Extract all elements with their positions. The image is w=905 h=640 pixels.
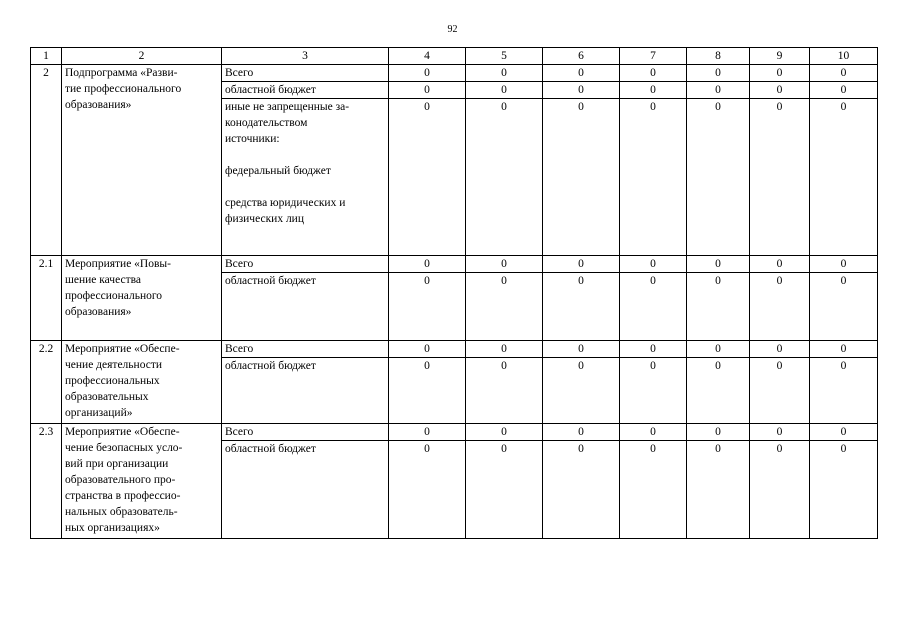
source-label: областной бюджет <box>222 358 389 424</box>
row-code: 2.3 <box>31 424 62 539</box>
value-cell: 0 <box>810 256 878 273</box>
source-label: областной бюджет <box>222 273 389 341</box>
value-cell: 0 <box>389 441 466 539</box>
value-cell: 0 <box>687 256 750 273</box>
value-cell: 0 <box>389 341 466 358</box>
value-cell: 0 <box>687 99 750 256</box>
row-name: Мероприятие «Повы- шение качества профессионального образования» <box>62 256 222 341</box>
value-cell: 0 <box>389 82 466 99</box>
value-cell: 0 <box>620 65 687 82</box>
column-header: 1 <box>31 48 62 65</box>
value-cell: 0 <box>466 273 543 341</box>
column-header: 5 <box>466 48 543 65</box>
value-cell: 0 <box>466 82 543 99</box>
value-cell: 0 <box>543 424 620 441</box>
row-name: Мероприятие «Обеспе- чение безопасных усло- вий при организации образовательного про- странства в профессио- нальных образователь- ных организациях» <box>62 424 222 539</box>
table-row <box>31 424 878 441</box>
value-cell: 0 <box>389 256 466 273</box>
row-code: 2 <box>31 65 62 256</box>
value-cell: 0 <box>543 273 620 341</box>
value-cell: 0 <box>466 65 543 82</box>
value-cell: 0 <box>389 424 466 441</box>
table-row <box>31 341 878 358</box>
value-cell: 0 <box>750 82 810 99</box>
value-cell: 0 <box>687 341 750 358</box>
value-cell: 0 <box>466 256 543 273</box>
value-cell: 0 <box>543 99 620 256</box>
column-header: 10 <box>810 48 878 65</box>
value-cell: 0 <box>810 82 878 99</box>
value-cell: 0 <box>750 256 810 273</box>
value-cell: 0 <box>389 358 466 424</box>
value-cell: 0 <box>810 441 878 539</box>
value-cell: 0 <box>389 65 466 82</box>
value-cell: 0 <box>543 441 620 539</box>
value-cell: 0 <box>810 358 878 424</box>
value-cell: 0 <box>543 65 620 82</box>
table-row <box>31 65 878 82</box>
value-cell: 0 <box>750 273 810 341</box>
column-header: 3 <box>222 48 389 65</box>
table-row <box>31 256 878 273</box>
value-cell: 0 <box>620 424 687 441</box>
value-cell: 0 <box>543 256 620 273</box>
source-label: Всего <box>222 256 389 273</box>
value-cell: 0 <box>750 358 810 424</box>
value-cell: 0 <box>750 424 810 441</box>
source-label: областной бюджет <box>222 441 389 539</box>
column-header: 2 <box>62 48 222 65</box>
value-cell: 0 <box>466 424 543 441</box>
column-header: 6 <box>543 48 620 65</box>
value-cell: 0 <box>620 99 687 256</box>
value-cell: 0 <box>810 99 878 256</box>
source-label: Всего <box>222 65 389 82</box>
page-number: 92 <box>447 24 458 35</box>
value-cell: 0 <box>466 358 543 424</box>
budget-table <box>30 47 878 539</box>
column-header: 4 <box>389 48 466 65</box>
value-cell: 0 <box>466 341 543 358</box>
value-cell: 0 <box>620 256 687 273</box>
value-cell: 0 <box>543 358 620 424</box>
value-cell: 0 <box>810 424 878 441</box>
value-cell: 0 <box>620 273 687 341</box>
value-cell: 0 <box>687 424 750 441</box>
value-cell: 0 <box>620 82 687 99</box>
value-cell: 0 <box>687 358 750 424</box>
value-cell: 0 <box>466 99 543 256</box>
column-header: 7 <box>620 48 687 65</box>
value-cell: 0 <box>750 441 810 539</box>
value-cell: 0 <box>620 341 687 358</box>
source-label: Всего <box>222 424 389 441</box>
value-cell: 0 <box>466 441 543 539</box>
value-cell: 0 <box>750 341 810 358</box>
source-label: областной бюджет <box>222 82 389 99</box>
value-cell: 0 <box>543 341 620 358</box>
value-cell: 0 <box>687 65 750 82</box>
source-label: иные не запрещенные за- конодательством источники: федеральный бюджет средства юридических и физических лиц <box>222 99 389 256</box>
row-code: 2.1 <box>31 256 62 341</box>
value-cell: 0 <box>620 358 687 424</box>
header-row <box>31 48 878 65</box>
value-cell: 0 <box>687 441 750 539</box>
value-cell: 0 <box>389 273 466 341</box>
column-header: 9 <box>750 48 810 65</box>
value-cell: 0 <box>810 65 878 82</box>
source-label: Всего <box>222 341 389 358</box>
value-cell: 0 <box>810 273 878 341</box>
value-cell: 0 <box>687 82 750 99</box>
value-cell: 0 <box>750 99 810 256</box>
value-cell: 0 <box>389 99 466 256</box>
column-header: 8 <box>687 48 750 65</box>
row-name: Подпрограмма «Разви- тие профессионального образования» <box>62 65 222 256</box>
value-cell: 0 <box>810 341 878 358</box>
row-name: Мероприятие «Обеспе- чение деятельности профессиональных образовательных организаций» <box>62 341 222 424</box>
value-cell: 0 <box>750 65 810 82</box>
value-cell: 0 <box>620 441 687 539</box>
row-code: 2.2 <box>31 341 62 424</box>
value-cell: 0 <box>543 82 620 99</box>
value-cell: 0 <box>687 273 750 341</box>
